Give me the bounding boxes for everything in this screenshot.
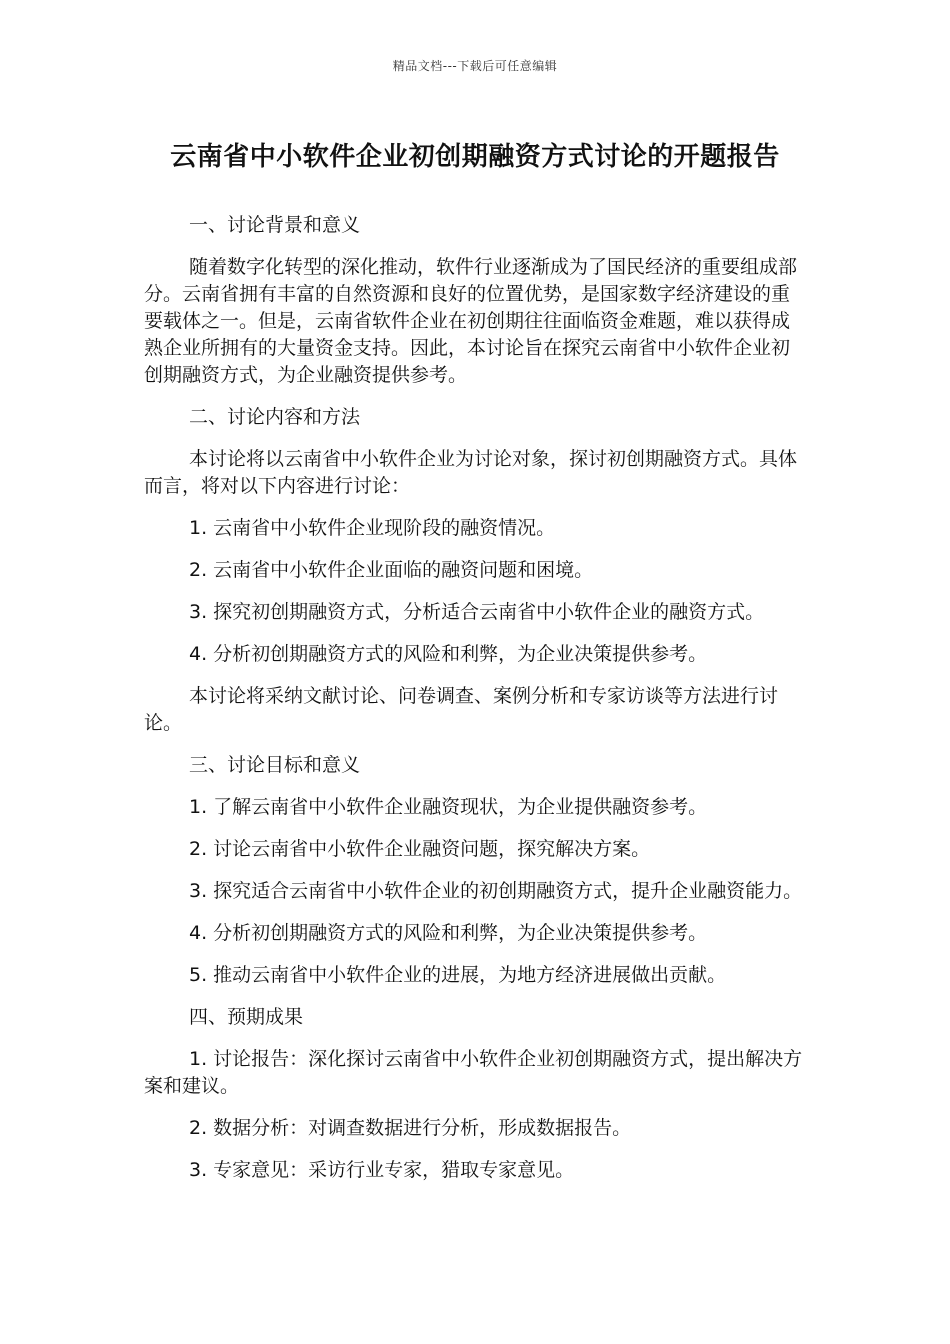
paragraph-background: 随着数字化转型的深化推动，软件行业逐渐成为了国民经济的重要组成部分。云南省拥有丰富的自然资源和良好的位置优势，是国家数字经济建设的重要载体之一。但是，云南省软件企业在初创期往往面临资金难题，难以获得成熟企业所拥有的大量资金支持。因此，本讨论旨在探究云南省中小软件企业初创期融资方式，为企业融资提供参考。 (144, 256, 798, 386)
list-item-content-3: 3. 探究初创期融资方式，分析适合云南省中小软件企业的融资方式。 (189, 601, 765, 623)
section-heading-background: 一、讨论背景和意义 (189, 214, 361, 236)
document-title: 云南省中小软件企业初创期融资方式讨论的开题报告 (170, 142, 780, 172)
section-heading-goals: 三、讨论目标和意义 (189, 754, 361, 776)
document-body (144, 212, 806, 1199)
list-item-outcome-3: 3. 专家意见：采访行业专家，猎取专家意见。 (189, 1159, 575, 1181)
list-item-goal-2: 2. 讨论云南省中小软件企业融资问题，探究解决方案。 (189, 838, 651, 860)
list-item-content-1: 1. 云南省中小软件企业现阶段的融资情况。 (189, 517, 556, 539)
list-item-outcome-2: 2. 数据分析：对调查数据进行分析，形成数据报告。 (189, 1117, 632, 1139)
paragraph-content-intro: 本讨论将以云南省中小软件企业为讨论对象，探讨初创期融资方式。具体而言，将对以下内容进行讨论： (144, 448, 798, 497)
list-item-goal-5: 5. 推动云南省中小软件企业的进展，为地方经济进展做出贡献。 (189, 964, 727, 986)
list-item-goal-3: 3. 探究适合云南省中小软件企业的初创期融资方式，提升企业融资能力。 (189, 880, 803, 902)
list-item-content-4: 4. 分析初创期融资方式的风险和利弊，为企业决策提供参考。 (189, 643, 708, 665)
list-item-goal-4: 4. 分析初创期融资方式的风险和利弊，为企业决策提供参考。 (189, 922, 708, 944)
section-heading-content-method: 二、讨论内容和方法 (189, 406, 361, 428)
list-item-goal-1: 1. 了解云南省中小软件企业融资现状，为企业提供融资参考。 (189, 796, 708, 818)
list-item-outcome-1: 1. 讨论报告：深化探讨云南省中小软件企业初创期融资方式，提出解决方案和建议。 (144, 1048, 803, 1097)
section-heading-outcomes: 四、预期成果 (189, 1006, 304, 1028)
list-item-content-2: 2. 云南省中小软件企业面临的融资问题和困境。 (189, 559, 594, 581)
page-header: 精品文档---下载后可任意编辑 (392, 59, 558, 73)
paragraph-method: 本讨论将采纳文献讨论、问卷调查、案例分析和专家访谈等方法进行讨论。 (144, 685, 779, 734)
